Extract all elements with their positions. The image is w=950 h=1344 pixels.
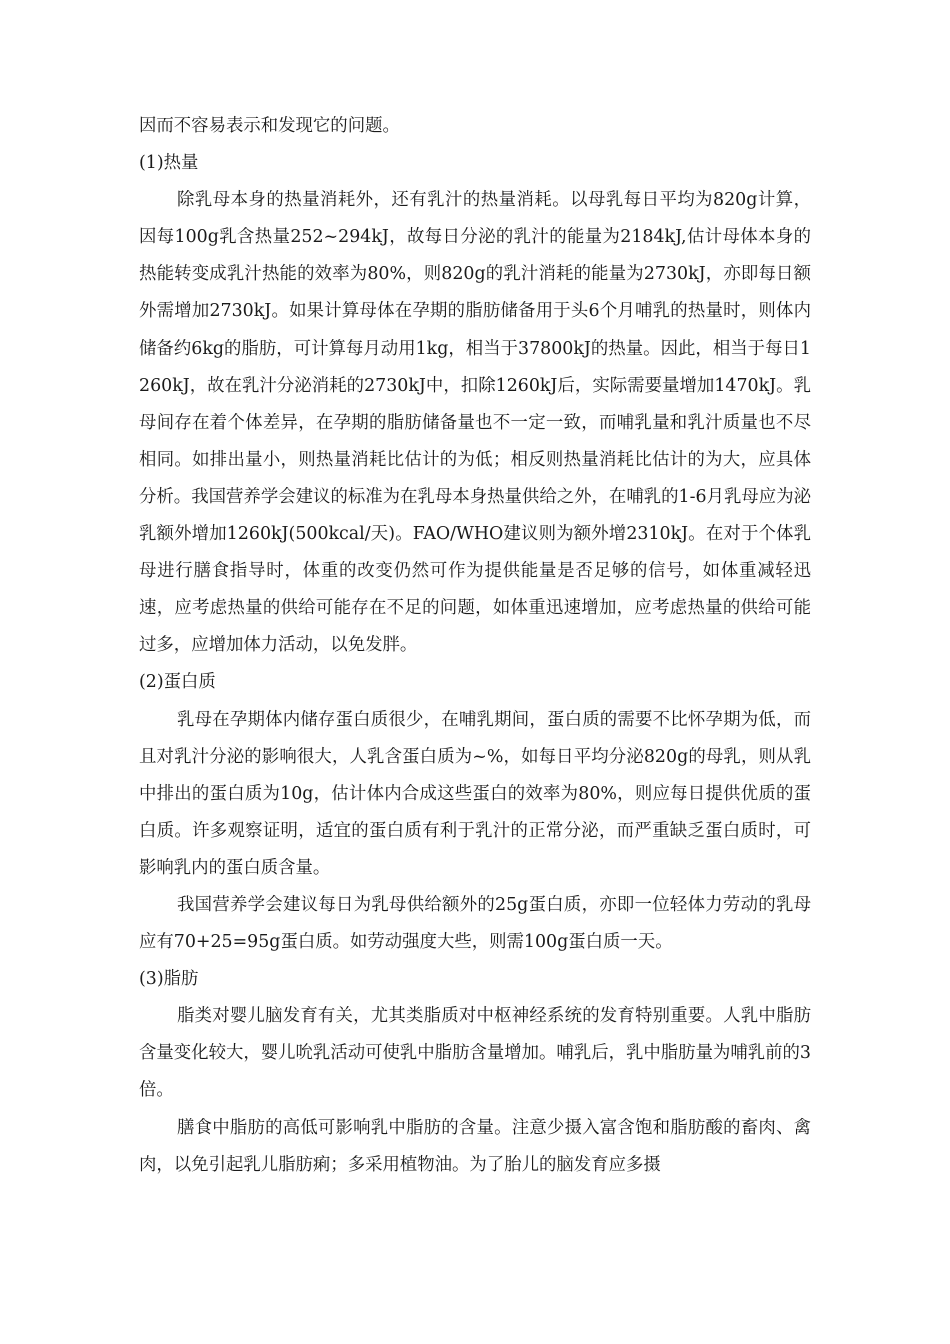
paragraph-protein-1: 乳母在孕期体内储存蛋白质很少，在哺乳期间，蛋白质的需要不比怀孕期为低，而且对乳汁分泌的影响很大，人乳含蛋白质为~%，如每日平均分泌820g的母乳，则从乳中排出的蛋白质为10g，估计体内合成这些蛋白的效率为80%，则应每日提供优质的蛋白质。许多观察证明，适宜的蛋白质有利于乳汁的正常分泌，而严重缺乏蛋白质时，可影响乳内的蛋白质含量。 xyxy=(139,709,811,878)
paragraph-fat-1: 脂类对婴儿脑发育有关，尤其类脂质对中枢神经系统的发育特别重要。人乳中脂肪含量变化较大，婴儿吮乳活动可使乳中脂肪含量增加。哺乳后，乳中脂肪量为哺乳前的3倍。 xyxy=(139,1006,811,1101)
paragraph-fat-2: 膳食中脂肪的高低可影响乳中脂肪的含量。注意少摄入富含饱和脂肪酸的畜肉、禽肉，以免引起乳儿脂肪痢；多采用植物油。为了胎儿的脑发育应多摄 xyxy=(139,1117,811,1175)
section-heading-energy: (1)热量 xyxy=(139,153,199,174)
section-heading-protein: (2)蛋白质 xyxy=(139,672,216,693)
paragraph-energy: 除乳母本身的热量消耗外，还有乳汁的热量消耗。以母乳每日平均为820g计算，因每100g乳含热量252~294kJ，故每日分泌的乳汁的能量为2184kJ,估计母体本身的热能转变成乳汁热能的效率为80%，则820g的乳汁消耗的能量为2730kJ，亦即每日额外需增加2730kJ。如果计算母体在孕期的脂肪储备用于头6个月哺乳的热量时，则体内储备约6kg的脂肪，可计算每月动用1kg，相当于37800kJ的热量。因此，相当于每日1260kJ，故在乳汁分泌消耗的2730kJ中，扣除1260kJ后，实际需要量增加1470kJ。乳母间存在着个体差异，在孕期的脂肪储备量也不一定一致，而哺乳量和乳汁质量也不尽相同。如排出量小，则热量消耗比估计的为低；相反则热量消耗比估计的为大，应具体分析。我国营养学会建议的标准为在乳母本身热量供给之外，在哺乳的1-6月乳母应为泌乳额外增加1260kJ(500kcal/天)。FAO/WHO建议则为额外增2310kJ。在对于个体乳母进行膳食指导时，体重的改变仍然可作为提供能量是否足够的信号，如体重减轻迅速，应考虑热量的供给可能存在不足的问题，如体重迅速增加，应考虑热量的供给可能过多，应增加体力活动，以免发胖。 xyxy=(139,190,811,656)
paragraph-protein-2: 我国营养学会建议每日为乳母供给额外的25g蛋白质，亦即一位轻体力劳动的乳母应有70+25=95g蛋白质。如劳动强度大些，则需100g蛋白质一天。 xyxy=(139,894,811,953)
section-heading-fat: (3)脂肪 xyxy=(139,969,199,990)
intro-line: 因而不容易表示和发现它的问题。 xyxy=(139,116,400,136)
document-body xyxy=(139,108,811,1184)
